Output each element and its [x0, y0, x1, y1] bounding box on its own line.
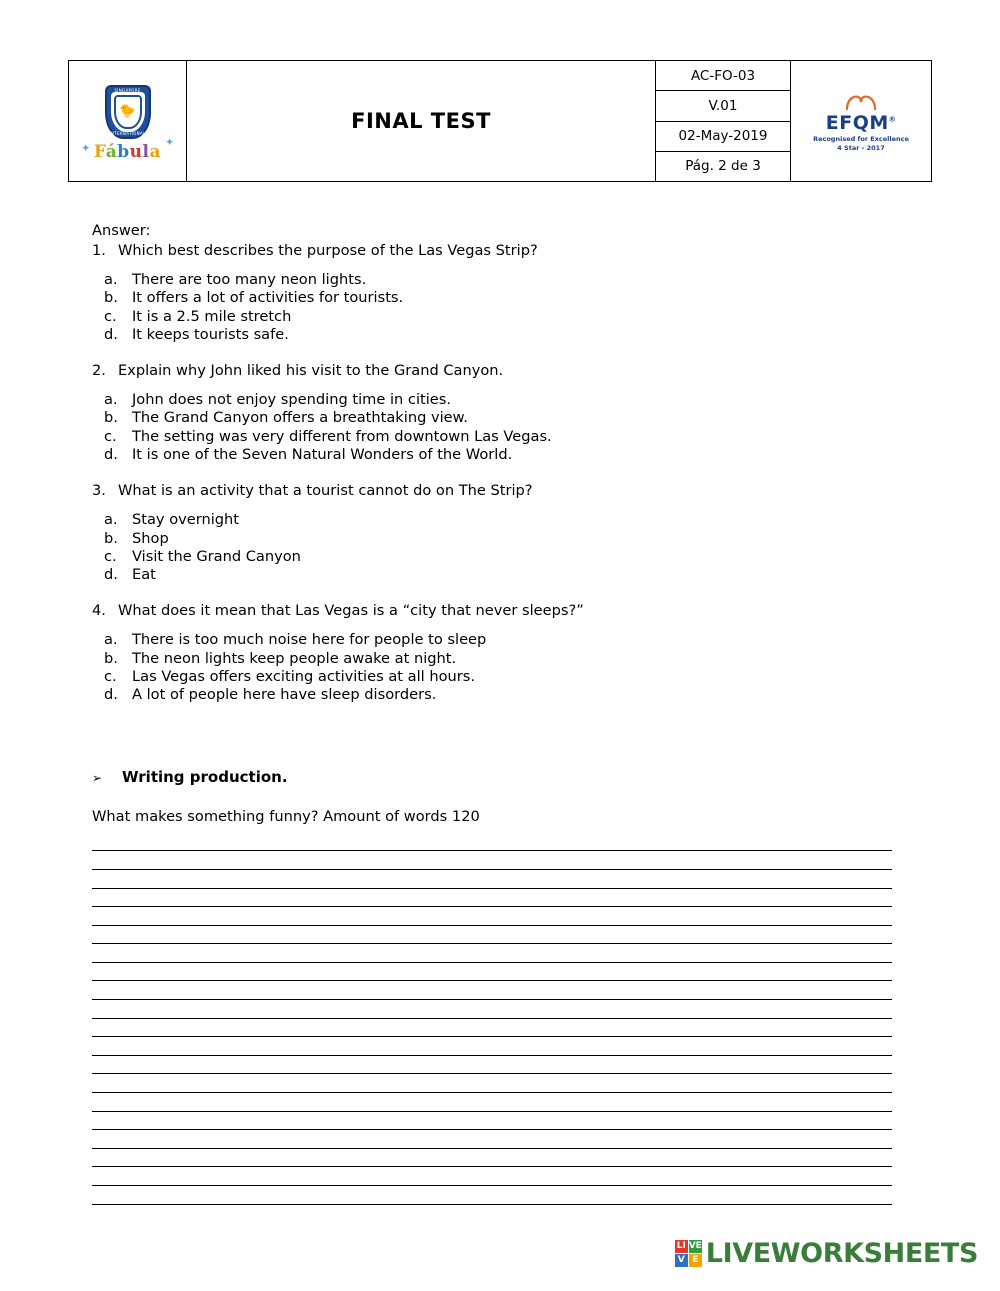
option-letter: d.: [104, 565, 118, 583]
option-letter: a.: [104, 271, 118, 289]
document-header: [68, 60, 932, 182]
option-row[interactable]: [104, 650, 892, 668]
doc-version: V.01: [656, 91, 790, 121]
efqm-logo-cell: [791, 61, 931, 181]
option-letter: c.: [104, 667, 117, 685]
question-number: 3.: [92, 481, 106, 499]
question-text: What is an activity that a tourist cannot do on The Strip?: [118, 481, 533, 499]
school-shield-icon: 🐤 SINGAPORE INTERNATIONAL: [105, 85, 151, 139]
option-letter: c.: [104, 547, 117, 565]
option-row[interactable]: [104, 548, 892, 566]
answer-label: Answer:: [92, 222, 151, 239]
question-item: [92, 482, 892, 501]
star-icon: ✦: [82, 143, 91, 154]
writing-line[interactable]: [92, 1130, 892, 1149]
option-text: It is one of the Seven Natural Wonders of the World.: [132, 445, 513, 463]
option-letter: b.: [104, 649, 118, 667]
document-title: FINAL TEST: [351, 109, 491, 133]
option-letter: a.: [104, 511, 118, 529]
writing-line[interactable]: [92, 907, 892, 926]
efqm-mark-icon: [844, 91, 878, 111]
question-text: What does it mean that Las Vegas is a “city that never sleeps?”: [118, 601, 584, 619]
question-text: Which best describes the purpose of the Las Vegas Strip?: [118, 241, 538, 259]
option-text: The neon lights keep people awake at night.: [132, 649, 457, 667]
option-letter: b.: [104, 409, 118, 427]
question-item: [92, 242, 892, 261]
option-letter: a.: [104, 391, 118, 409]
option-row[interactable]: [104, 631, 892, 649]
school-logo-cell: [69, 61, 187, 181]
option-text: John does not enjoy spending time in cities.: [132, 391, 452, 409]
doc-date: 02-May-2019: [656, 122, 790, 152]
option-letter: c.: [104, 427, 117, 445]
option-text: Eat: [132, 565, 156, 583]
brand-wordmark: ✦ Fábula ✦: [82, 137, 174, 162]
option-list: [104, 391, 892, 463]
question-number: 2.: [92, 361, 106, 379]
option-list: [104, 511, 892, 583]
option-row[interactable]: [104, 326, 892, 344]
question-item: [92, 602, 892, 621]
liveworksheets-wordmark: LIVEWORKSHEETS: [705, 1238, 978, 1269]
writing-line[interactable]: [92, 1000, 892, 1019]
option-row[interactable]: [104, 289, 892, 307]
efqm-tagline-2: 4 Star - 2017: [837, 143, 885, 152]
writing-line[interactable]: [92, 926, 892, 945]
option-text: It offers a lot of activities for tourists.: [132, 289, 404, 307]
badge-letter-e: E: [689, 1254, 702, 1267]
liveworksheets-badge-icon: [675, 1240, 702, 1267]
header-code-cells: [655, 61, 791, 181]
shield-top-text: SINGAPORE: [114, 87, 141, 93]
star-icon: ✦: [165, 137, 174, 148]
option-text: Las Vegas offers exciting activities at all hours.: [132, 667, 476, 685]
writing-line[interactable]: [92, 1037, 892, 1056]
shield-bottom-text: INTERNATIONAL: [109, 130, 146, 136]
option-letter: b.: [104, 289, 118, 307]
option-letter: d.: [104, 445, 118, 463]
writing-line[interactable]: [92, 963, 892, 982]
option-list: [104, 271, 892, 343]
question-text: Explain why John liked his visit to the Grand Canyon.: [118, 361, 504, 379]
option-text: The setting was very different from downtown Las Vegas.: [132, 427, 552, 445]
option-text: A lot of people here have sleep disorders.: [132, 685, 437, 703]
writing-line[interactable]: [92, 1186, 892, 1205]
writing-line[interactable]: [92, 889, 892, 908]
option-row[interactable]: [104, 668, 892, 686]
writing-line[interactable]: [92, 981, 892, 1000]
option-row[interactable]: [104, 428, 892, 446]
option-text: Stay overnight: [132, 511, 240, 529]
writing-line[interactable]: [92, 1112, 892, 1131]
writing-line[interactable]: [92, 1074, 892, 1093]
badge-letter-li: LI: [676, 1241, 686, 1251]
badge-letter-v: V: [675, 1254, 688, 1267]
option-text: The Grand Canyon offers a breathtaking view.: [132, 409, 468, 427]
writing-line[interactable]: [92, 1167, 892, 1186]
writing-lines[interactable]: [92, 833, 892, 1205]
option-list: [104, 631, 892, 703]
writing-line[interactable]: [92, 1093, 892, 1112]
writing-line[interactable]: [92, 1019, 892, 1038]
option-letter: c.: [104, 307, 117, 325]
writing-line[interactable]: [92, 833, 892, 852]
option-text: It is a 2.5 mile stretch: [132, 307, 292, 325]
option-letter: d.: [104, 325, 118, 343]
efqm-tagline-1: Recognised for Excellence: [813, 134, 909, 143]
option-text: There are too many neon lights.: [132, 271, 367, 289]
writing-section-heading: [92, 768, 892, 787]
arrow-bullet-icon: ➢: [92, 770, 103, 785]
doc-page: Pág. 2 de 3: [685, 158, 761, 175]
option-letter: b.: [104, 529, 118, 547]
option-row[interactable]: [104, 308, 892, 326]
option-row[interactable]: [104, 511, 892, 529]
writing-heading-text: Writing production.: [122, 767, 288, 786]
option-text: Visit the Grand Canyon: [132, 547, 301, 565]
question-number: 4.: [92, 601, 106, 619]
question-number: 1.: [92, 241, 106, 259]
liveworksheets-logo: [675, 1238, 978, 1269]
option-letter: d.: [104, 685, 118, 703]
worksheet-body: [92, 222, 892, 1205]
option-text: Shop: [132, 529, 169, 547]
writing-line[interactable]: [92, 944, 892, 963]
writing-prompt: What makes something funny? Amount of words 120: [92, 808, 480, 826]
efqm-wordmark: EFQM®: [825, 111, 897, 134]
writing-line[interactable]: [92, 1056, 892, 1075]
option-row[interactable]: [104, 409, 892, 427]
option-row[interactable]: [104, 530, 892, 548]
writing-line[interactable]: [92, 870, 892, 889]
option-row[interactable]: [104, 391, 892, 409]
question-item: [92, 362, 892, 381]
doc-code: AC-FO-03: [656, 61, 790, 91]
option-text: There is too much noise here for people to sleep: [132, 631, 487, 649]
writing-line[interactable]: [92, 851, 892, 870]
option-letter: a.: [104, 631, 118, 649]
option-row[interactable]: [104, 271, 892, 289]
option-row[interactable]: [104, 566, 892, 584]
option-row[interactable]: [104, 446, 892, 464]
option-text: It keeps tourists safe.: [132, 325, 289, 343]
option-row[interactable]: [104, 686, 892, 704]
writing-line[interactable]: [92, 1149, 892, 1168]
badge-letter-ve: VE: [688, 1241, 702, 1251]
